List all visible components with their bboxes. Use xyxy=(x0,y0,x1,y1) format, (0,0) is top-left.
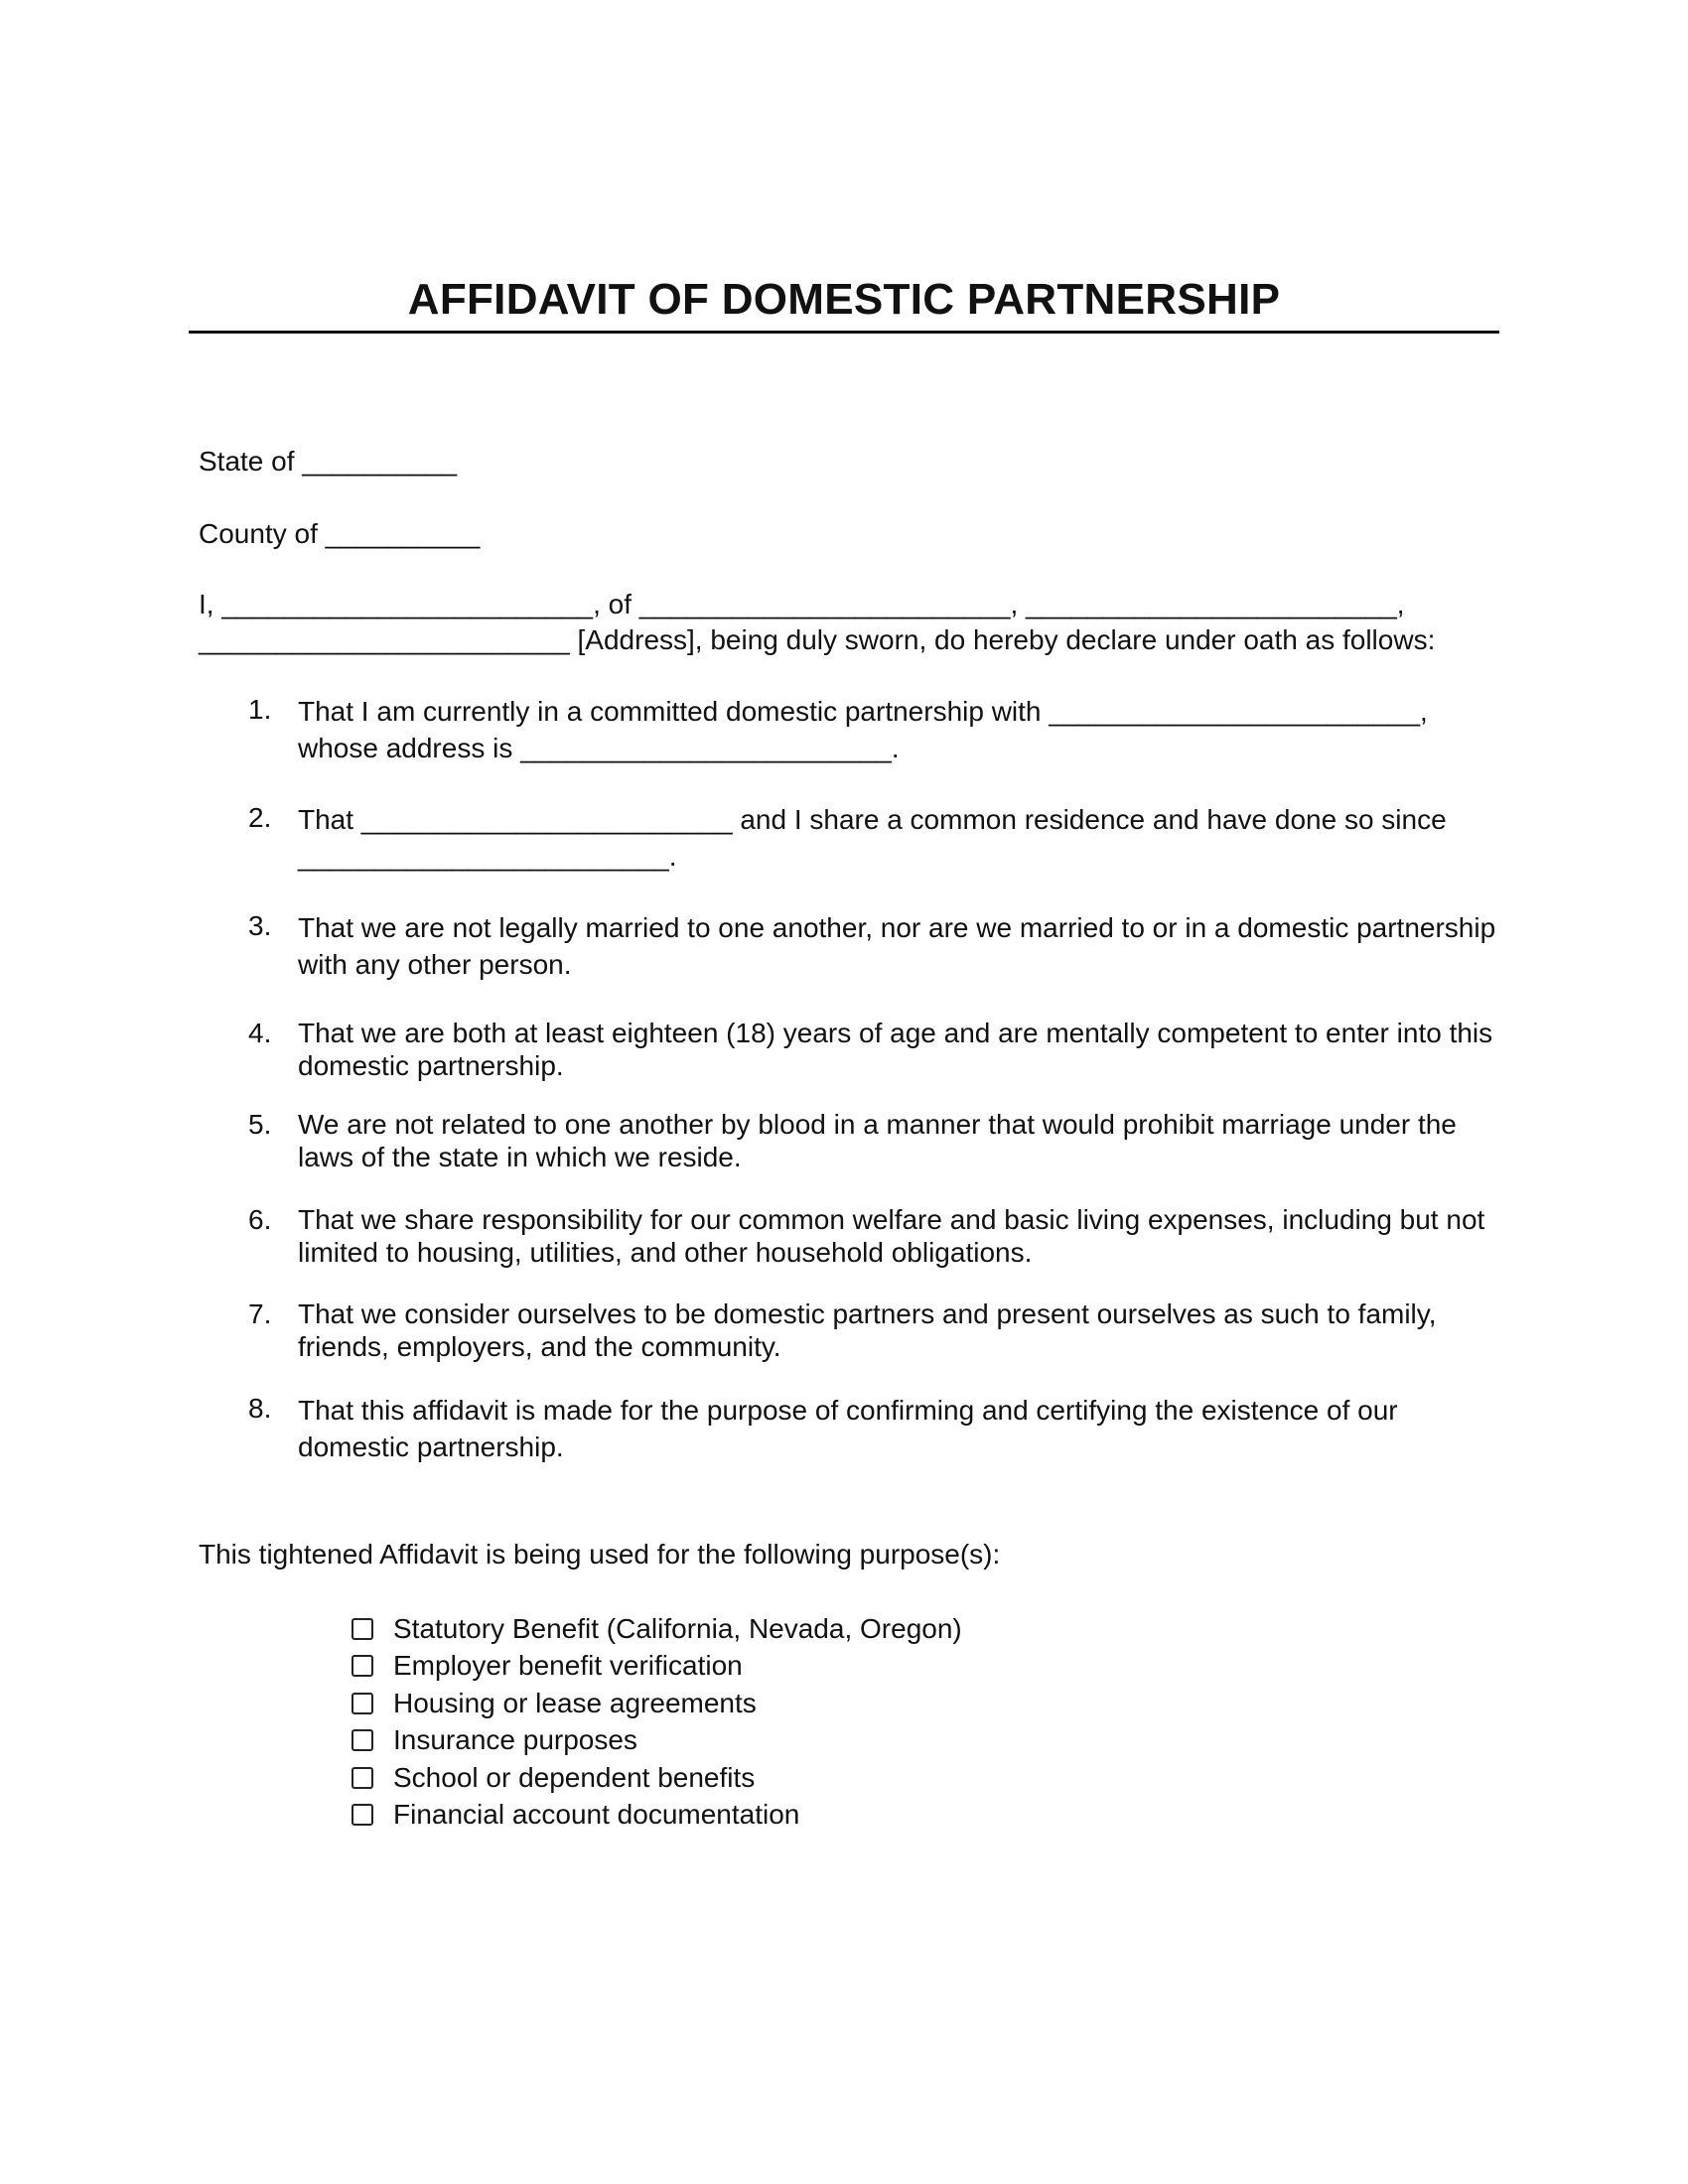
item-number: 1. xyxy=(248,694,272,725)
purpose-option[interactable] xyxy=(352,1610,962,1648)
item-number: 7. xyxy=(248,1298,272,1329)
county-line: County of __________ xyxy=(199,518,481,549)
checkbox-icon[interactable] xyxy=(352,1655,373,1677)
purpose-checklist xyxy=(352,1610,962,1834)
item-number: 4. xyxy=(248,1018,272,1048)
item-text: That ________________________ and I share a common residence and have done so since ________________________. xyxy=(298,804,1447,872)
item-number: 8. xyxy=(248,1393,272,1424)
purpose-label: Housing or lease agreements xyxy=(393,1687,757,1718)
item-text: That we consider ourselves to be domestic partners and present ourselves as such to family, friends, employers, and the community. xyxy=(298,1298,1437,1362)
purpose-option[interactable] xyxy=(352,1722,962,1760)
purpose-option[interactable] xyxy=(352,1685,962,1722)
purpose-label: Statutory Benefit (California, Nevada, Oregon) xyxy=(393,1612,962,1644)
title-underline xyxy=(189,331,1499,334)
item-text: That we are both at least eighteen (18) years of age and are mentally competent to enter into this domestic partnership. xyxy=(298,1018,1493,1081)
purpose-label: Employer benefit verification xyxy=(393,1650,743,1682)
item-number: 6. xyxy=(248,1204,272,1235)
state-line: State of __________ xyxy=(199,446,458,477)
item-number: 2. xyxy=(248,802,272,833)
item-number: 5. xyxy=(248,1109,272,1140)
declarant-line-2: ________________________ [Address], being duly sworn, do hereby declare under oath as follows: xyxy=(199,624,1436,655)
checkbox-icon[interactable] xyxy=(352,1618,373,1640)
item-text: That we are not legally married to one another, nor are we married to or in a domestic partnership with any other person. xyxy=(298,912,1496,980)
purpose-option[interactable] xyxy=(352,1648,962,1686)
item-text: That we share responsibility for our common welfare and basic living expenses, including but not limited to housing, utilities, and other household obligations. xyxy=(298,1204,1485,1268)
checkbox-icon[interactable] xyxy=(352,1693,373,1714)
checkbox-icon[interactable] xyxy=(352,1804,373,1826)
checkbox-icon[interactable] xyxy=(352,1729,373,1751)
checkbox-icon[interactable] xyxy=(352,1767,373,1789)
purpose-label: School or dependent benefits xyxy=(393,1761,756,1793)
purpose-intro: This tightened Affidavit is being used for the following purpose(s): xyxy=(199,1539,1001,1570)
purpose-label: Financial account documentation xyxy=(393,1799,800,1831)
document-title: AFFIDAVIT OF DOMESTIC PARTNERSHIP xyxy=(407,275,1281,324)
item-text: We are not related to one another by blood in a manner that would prohibit marriage under the laws of the state in which we reside. xyxy=(298,1109,1457,1172)
purpose-option[interactable] xyxy=(352,1759,962,1797)
declarant-line-1: I, ________________________, of ________________________, ________________________, xyxy=(199,589,1405,619)
purpose-option[interactable] xyxy=(352,1797,962,1835)
purpose-label: Insurance purposes xyxy=(393,1724,637,1756)
item-number: 3. xyxy=(248,910,272,941)
item-text: That this affidavit is made for the purpose of confirming and certifying the existence of our domestic partnership. xyxy=(298,1395,1398,1462)
item-text: That I am currently in a committed domestic partnership with ________________________, whose address is ________________________. xyxy=(298,696,1428,763)
